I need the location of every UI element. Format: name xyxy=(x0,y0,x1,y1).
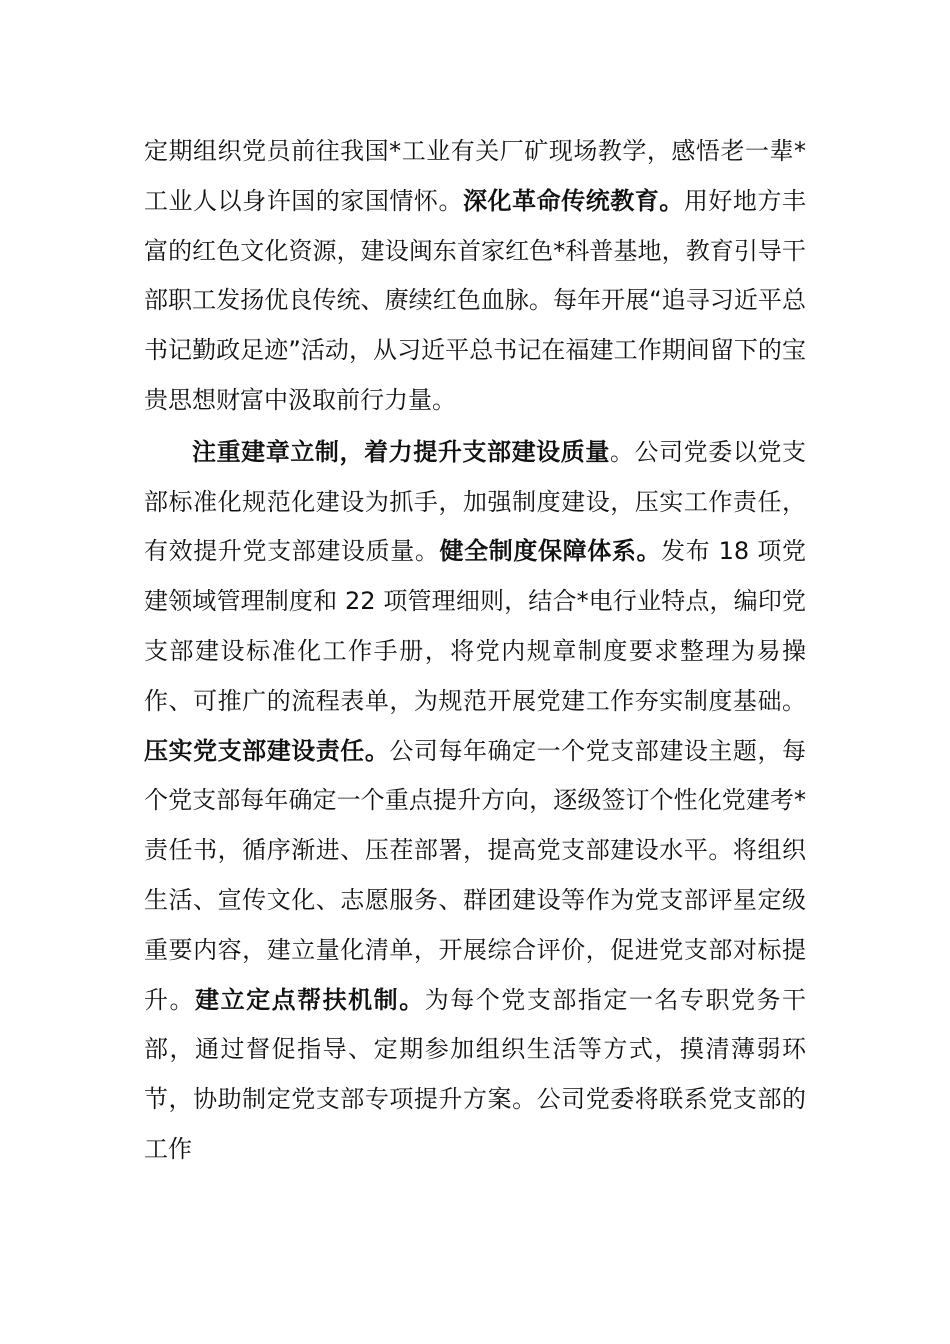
paragraph-2 xyxy=(144,428,806,1175)
text-run: 。公司党委以党支部标准化规范化建设为抓手，加强制度建设，压实工作责任，有效提升党支部建设质量。 xyxy=(144,437,807,566)
text-run: 定期组织党员前往我国*工业有关厂矿现场教学，感悟老一辈*工业人以身许国的家国情怀。 xyxy=(144,137,806,215)
bold-heading-run: 建立定点帮扶机制。 xyxy=(195,985,425,1014)
bold-heading-run: 注重建章立制，着力提升支部建设质量 xyxy=(192,437,610,466)
document-page xyxy=(144,127,806,1175)
text-run: 为每个党支部指定一名专职党务干部，通过督促指导、定期参加组织生活等方式，摸清薄弱环节，协助制定党支部专项提升方案。公司党委将联系党支部的工作 xyxy=(144,985,807,1163)
bold-heading-run: 深化革命传统教育。 xyxy=(463,186,684,215)
text-run: 用好地方丰富的红色文化资源，建设闽东首家红色*科普基地，教育引导干部职工发扬优良传统、赓续红色血脉。每年开展“追寻习近平总书记勤政足迹”活动，从习近平总书记在福建工作期间留下的宝贵思想财富中汲取前行力量。 xyxy=(144,186,807,414)
bold-heading-run: 健全制度保障体系。 xyxy=(439,537,662,566)
text-run: 公司每年确定一个党支部建设主题，每个党支部每年确定一个重点提升方向，逐级签订个性化党建考*责任书，循序渐进、压茬部署，提高党支部建设水平。将组织生活、宣传文化、志愿服务、群团建设等作为党支部评星定级重要内容，建立量化清单，开展综合评价，促进党支部对标提升。 xyxy=(144,736,807,1014)
paragraph-1 xyxy=(144,127,806,426)
text-run: 发布 18 项党建领域管理制度和 22 项管理细则，结合*电行业特点，编印党支部建设标准化工作手册，将党内规章制度要求整理为易操作、可推广的流程表单，为规范开展党建工作夯实制度基础。 xyxy=(144,537,807,715)
bold-heading-run: 压实党支部建设责任。 xyxy=(144,736,390,765)
